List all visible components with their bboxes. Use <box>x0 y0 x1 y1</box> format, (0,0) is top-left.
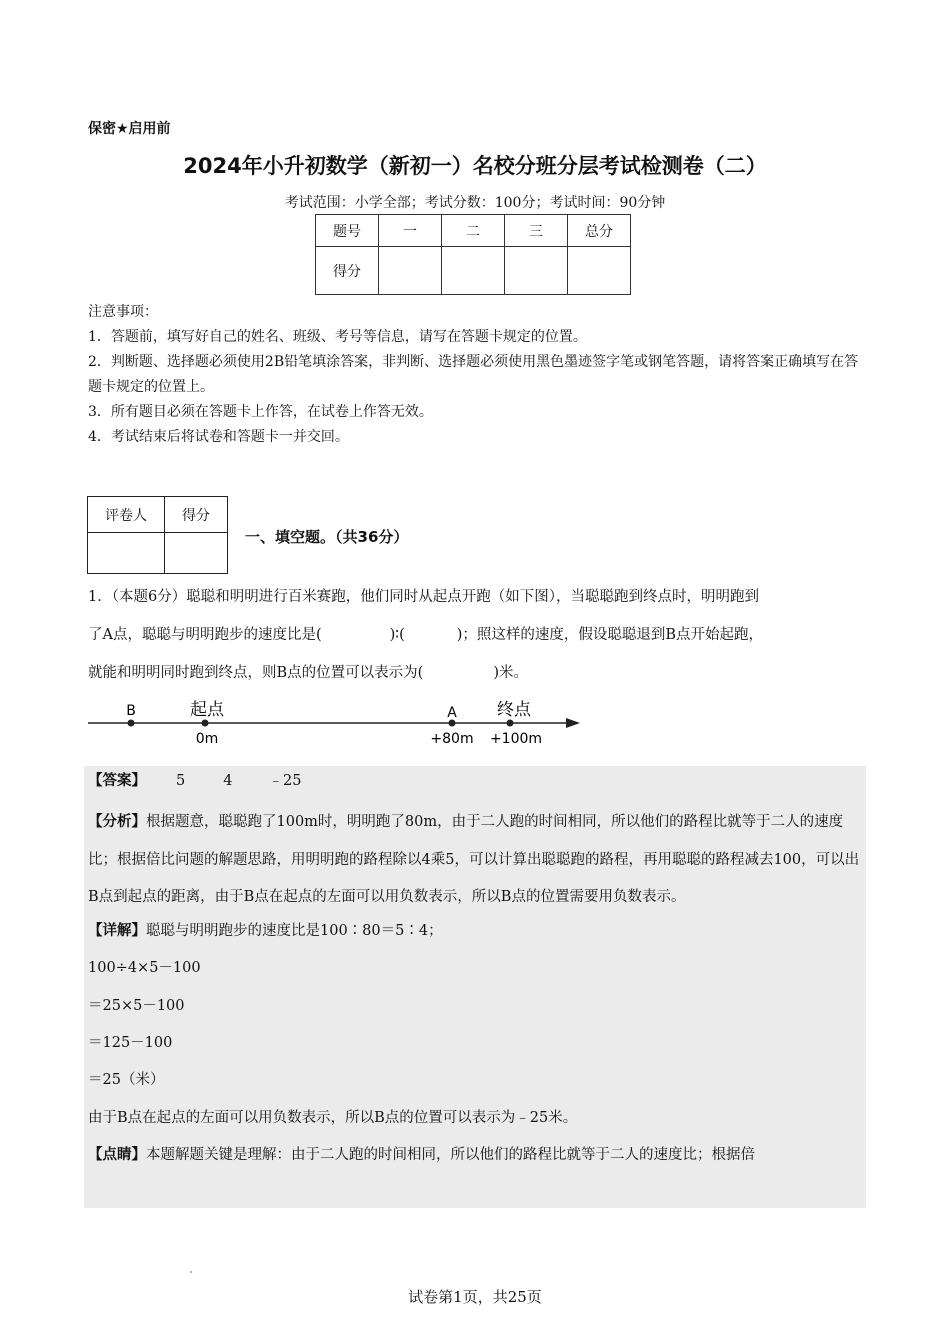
number-line-arrow <box>566 718 580 728</box>
score-header-cell: 二 <box>442 215 505 247</box>
score-cell <box>442 247 505 295</box>
start-dot <box>202 720 209 727</box>
point-b-label: B <box>126 703 136 719</box>
score-cell <box>505 247 568 295</box>
comment-row <box>88 1140 868 1177</box>
grader-label: 评卷人 <box>88 497 165 533</box>
grader-score-cell <box>165 533 228 574</box>
question-text: )；照这样的速度，假设聪聪退到B点开始起跑， <box>456 627 764 643</box>
answer-row <box>88 766 868 803</box>
score-header-cell: 总分 <box>568 215 631 247</box>
end-dot <box>507 720 514 727</box>
note-item: 3．所有题目必须在答题卡上作答，在试卷上作答无效。 <box>88 404 433 420</box>
point-a-label: A <box>447 705 457 721</box>
question-text: )∶( <box>389 627 405 643</box>
grader-cell <box>88 533 165 574</box>
detail-row <box>88 916 868 953</box>
exam-info: 考试范围：小学全部；考试分数：100分；考试时间：90分钟 <box>284 195 666 211</box>
confidential-mark: 保密★启用前 <box>88 121 171 137</box>
grader-table <box>87 496 228 574</box>
question-text: 了A点，聪聪与明明跑步的速度比是( <box>88 627 322 643</box>
calc-line: ＝25（米） <box>88 1072 165 1089</box>
note-item: 1．答题前，填写好自己的姓名、班级、考号等信息，请写在答题卡规定的位置。 <box>88 329 587 345</box>
question-1 <box>88 578 868 692</box>
score-cell <box>568 247 631 295</box>
page-title: 2024年小升初数学（新初一）名校分班分层考试检测卷（二） <box>183 154 767 178</box>
note-item: 2．判断题、选择题必须使用2B铅笔填涂答案，非判断、选择题必须使用黑色墨迹签字笔或钢笔答题，请将答案正确填写在答题卡规定的位置上。 <box>88 354 859 395</box>
score-header-cell: 一 <box>379 215 442 247</box>
section-heading: 一、填空题。（共36分） <box>245 528 409 546</box>
comment-text: 本题解题关键是理解：由于二人跑的时间相同，所以他们的路程比就等于二人的速度比；根据倍 <box>146 1146 755 1163</box>
score-table <box>315 214 631 295</box>
analysis-tag: 【分析】 <box>88 813 146 831</box>
question-line: 1．（本题6分）聪聪和明明进行百米赛跑，他们同时从起点开跑（如下图），当聪聪跑到终点时，明明跑到 <box>88 589 759 605</box>
notes-section <box>88 300 868 450</box>
note-item: 4．考试结束后将试卷和答题卡一并交回。 <box>88 429 349 445</box>
answer-value: 4 <box>223 773 233 789</box>
point-a-value: +80m <box>430 731 474 747</box>
start-value: 0m <box>195 731 219 747</box>
score-cell <box>379 247 442 295</box>
calc-line: ＝125－100 <box>88 1035 173 1052</box>
notes-heading: 注意事项： <box>88 304 158 320</box>
comment-tag: 【点睛】 <box>88 1145 146 1163</box>
score-header-cell: 三 <box>505 215 568 247</box>
score-row-label: 得分 <box>316 247 379 295</box>
answer-tag: 【答案】 <box>88 772 146 789</box>
calc-line: 100÷4×5－100 <box>88 960 201 977</box>
analysis-text: 根据题意，聪聪跑了100m时，明明跑了80m，由于二人跑的时间相同，所以他们的路程比就等于二人的速度比；根据倍比问题的解题思路，用明明跑的路程除以4乘5，可以计算出聪聪跑的路程，再用聪聪的路程减去100，可以出B点到起点的距离，由于B点在起点的左面可以用负数表示，所以B点的位置需要用负数表示。 <box>88 814 860 905</box>
question-text: 就能和明明同时跑到终点，则B点的位置可以表示为( <box>88 665 424 681</box>
analysis-paragraph <box>88 803 868 916</box>
answer-value: 5 <box>176 773 186 789</box>
page-footer: 试卷第1页，共25页 <box>408 1288 542 1306</box>
conclusion-line: 由于B点在起点的左面可以用负数表示，所以B点的位置可以表示为﹣25米。 <box>88 1109 578 1126</box>
score-header-cell: 题号 <box>316 215 379 247</box>
detail-text: 聪聪与明明跑步的速度比是100∶80＝5∶4； <box>146 923 443 940</box>
answer-content <box>88 766 868 1177</box>
scan-dot <box>190 1271 192 1273</box>
detail-tag: 【详解】 <box>88 922 146 940</box>
start-label: 起点 <box>190 700 224 720</box>
point-b-dot <box>128 720 135 727</box>
question-line <box>88 616 868 654</box>
grader-score-label: 得分 <box>165 497 228 533</box>
question-text: )米。 <box>493 665 528 681</box>
answer-value: ﹣25 <box>268 773 302 789</box>
end-value: +100m <box>489 731 543 747</box>
end-label: 终点 <box>497 700 531 720</box>
calc-line: ＝25×5－100 <box>88 997 185 1014</box>
question-line <box>88 654 868 692</box>
number-line-figure <box>80 690 590 752</box>
